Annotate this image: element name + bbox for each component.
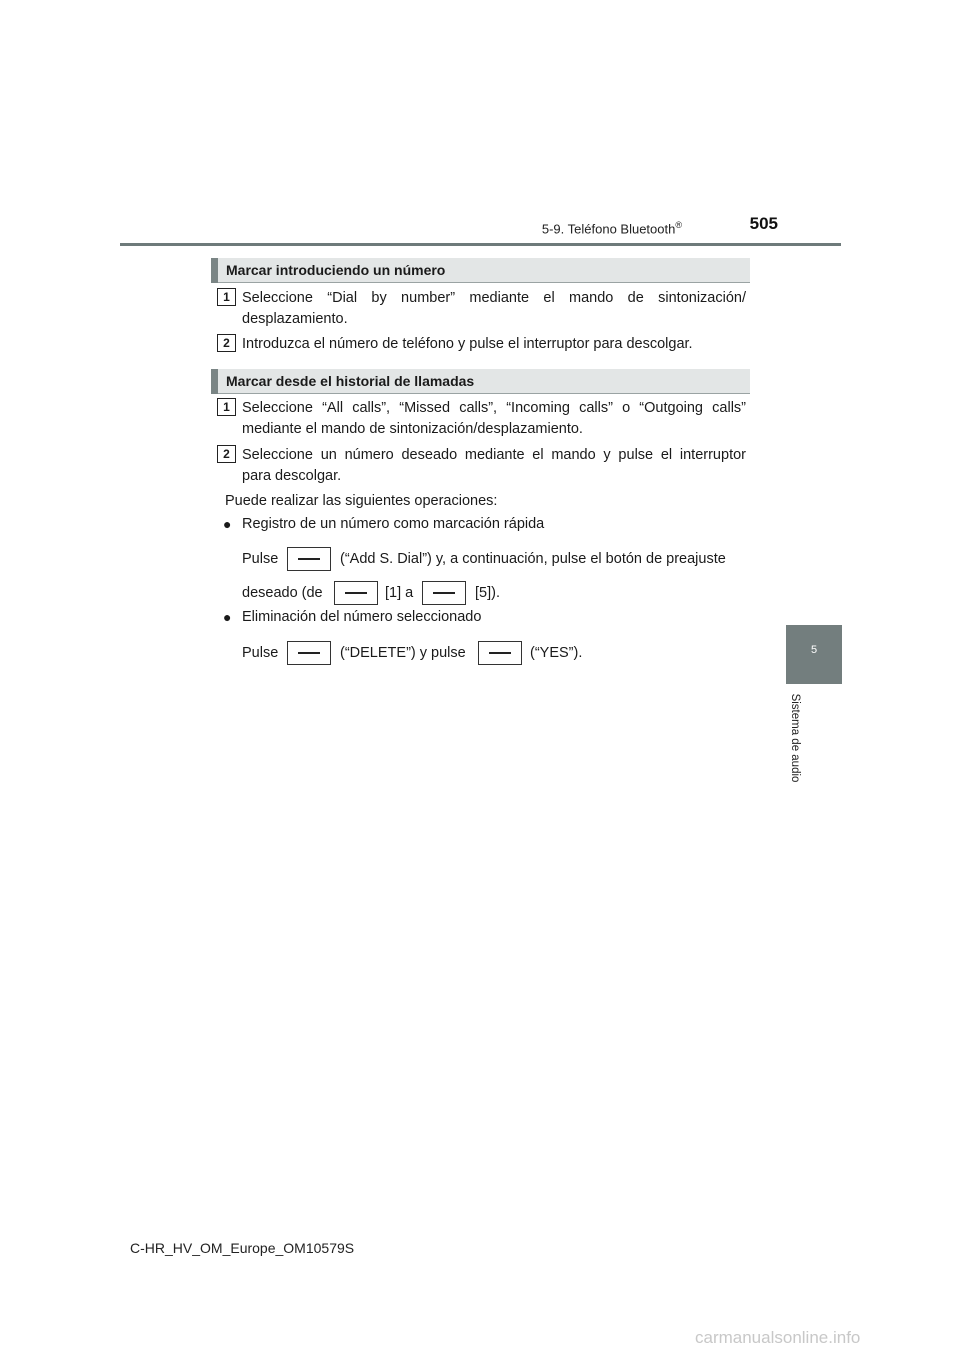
step-line: para descolgar. bbox=[242, 468, 342, 484]
section-title: 5-9. Teléfono Bluetooth bbox=[541, 221, 676, 237]
step-line: mediante el mando de sintonización/desplazamiento. bbox=[242, 421, 583, 437]
chapter-title-vertical: Sistema de audio bbox=[789, 693, 801, 783]
registered-mark: ® bbox=[675, 220, 682, 230]
section-heading-text: Marcar introduciendo un número bbox=[226, 262, 446, 278]
delete-screen-button[interactable] bbox=[287, 641, 331, 665]
operation-text: Pulse bbox=[242, 551, 279, 567]
step-badge: 1 bbox=[217, 288, 236, 306]
operation-title: Registro de un número como marcación rápida bbox=[242, 516, 545, 532]
section-heading-dial-number bbox=[211, 258, 750, 283]
preset-1-screen-button[interactable] bbox=[334, 581, 378, 605]
step-line: Seleccione “Dial by number” mediante el mando de sintonización/ bbox=[242, 290, 746, 306]
step-text bbox=[242, 398, 746, 440]
section-heading-text: Marcar desde el historial de llamadas bbox=[226, 373, 475, 389]
chapter-number: 5 bbox=[810, 644, 818, 656]
section-underline bbox=[218, 282, 750, 283]
operation-text: [1] a bbox=[385, 585, 414, 601]
yes-screen-button[interactable] bbox=[478, 641, 522, 665]
operation-text: [5]). bbox=[475, 585, 500, 601]
step-badge: 2 bbox=[217, 445, 236, 463]
operations-intro: Puede realizar las siguientes operaciones: bbox=[225, 493, 498, 509]
operation-text: (“Add S. Dial”) y, a continuación, pulse el botón de preajuste bbox=[340, 551, 726, 567]
step-line: Seleccione “All calls”, “Missed calls”, “Incoming calls” o “Outgoing calls” bbox=[242, 400, 746, 416]
page-number: 505 bbox=[749, 214, 778, 233]
step-badge: 2 bbox=[217, 334, 236, 352]
add-speed-dial-screen-button[interactable] bbox=[287, 547, 331, 571]
section-heading-call-history bbox=[211, 369, 750, 394]
step-text bbox=[242, 445, 746, 487]
step-text bbox=[242, 334, 746, 355]
operation-text: (“DELETE”) y pulse bbox=[340, 645, 466, 661]
step-line: Seleccione un número deseado mediante el mando y pulse el interruptor bbox=[242, 447, 746, 463]
operation-text: Pulse bbox=[242, 645, 279, 661]
operation-text: deseado (de bbox=[242, 585, 323, 601]
step-badge: 1 bbox=[217, 398, 236, 416]
step-line: Introduzca el número de teléfono y pulse el interruptor para descolgar. bbox=[242, 336, 693, 352]
section-header bbox=[470, 220, 682, 236]
operation-text: (“YES”). bbox=[530, 645, 583, 661]
document-id: C-HR_HV_OM_Europe_OM10579S bbox=[130, 1240, 355, 1256]
step-text bbox=[242, 288, 746, 330]
preset-5-screen-button[interactable] bbox=[422, 581, 466, 605]
bullet-icon: ● bbox=[223, 609, 232, 625]
header-divider bbox=[120, 243, 841, 246]
step-line: desplazamiento. bbox=[242, 311, 348, 327]
section-underline bbox=[218, 393, 750, 394]
bullet-icon: ● bbox=[223, 516, 232, 532]
operation-title: Eliminación del número seleccionado bbox=[242, 609, 482, 625]
watermark-text: carmanualsonline.info bbox=[695, 1328, 861, 1347]
